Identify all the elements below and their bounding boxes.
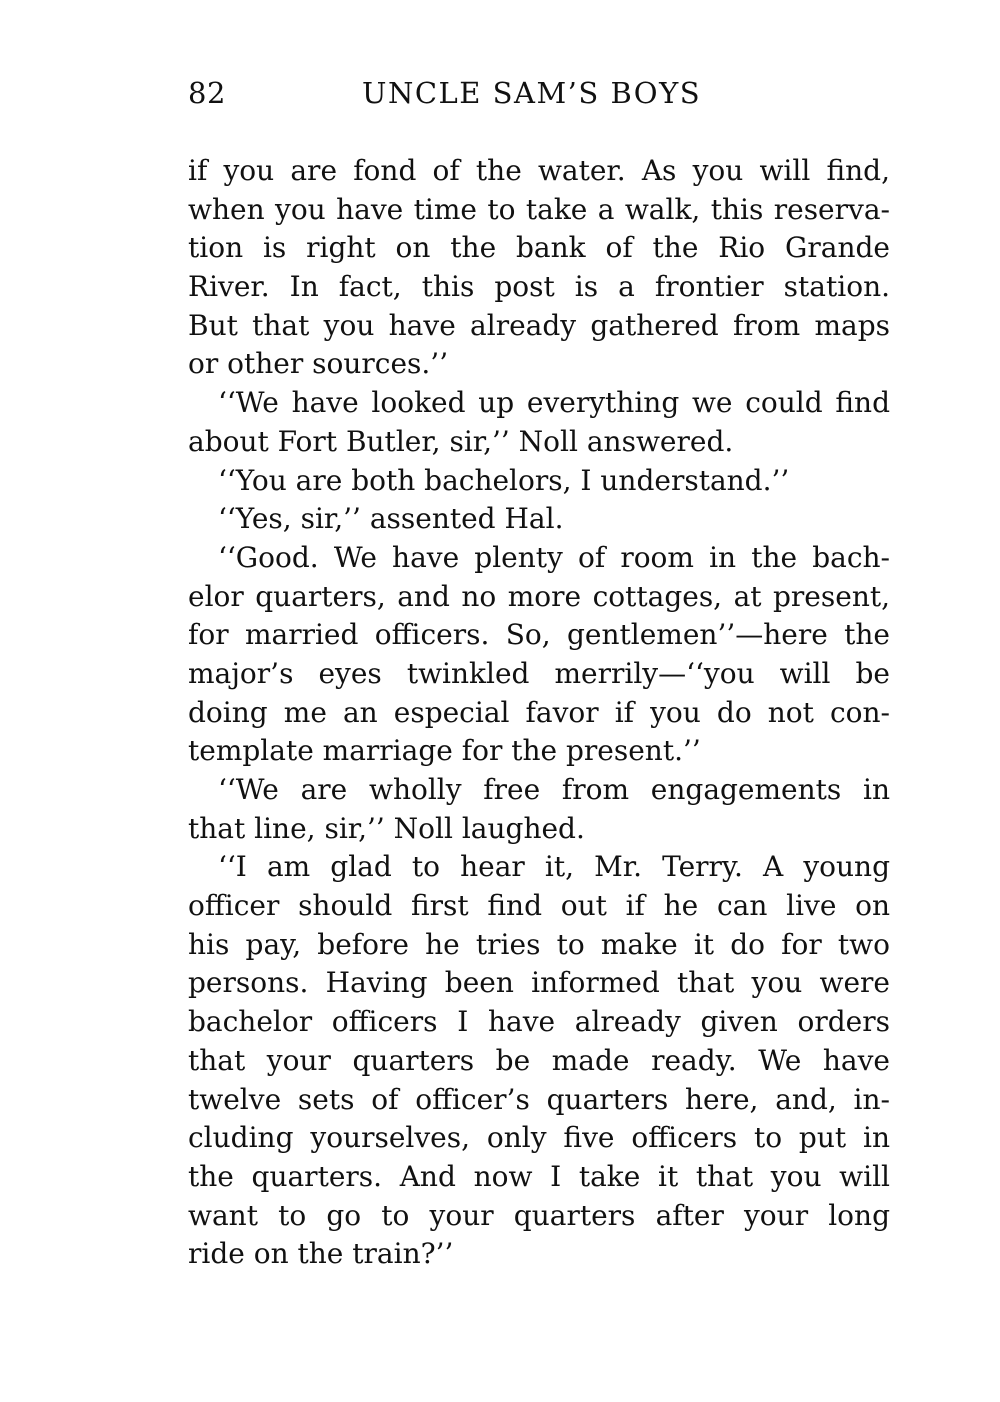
- text-line: that line, sir,’’ Noll laughed.: [188, 811, 585, 845]
- paragraph: [188, 539, 890, 771]
- text-line: ‘‘We have looked up everything we could find: [218, 386, 890, 420]
- text-line: bachelor officers I have already given orders: [188, 1005, 890, 1039]
- running-title: UNCLE SAM’S BOYS: [362, 76, 702, 110]
- text-line: twelve sets of officer’s quarters here, and, in-: [188, 1082, 890, 1116]
- text-line: ‘‘Yes, sir,’’ assented Hal.: [218, 502, 564, 536]
- text-line: ride on the train?’’: [188, 1237, 454, 1271]
- paragraph: [188, 384, 890, 461]
- text-line: that your quarters be made ready. We have: [188, 1043, 890, 1077]
- text-line: ‘‘I am glad to hear it, Mr. Terry. A young: [218, 850, 890, 884]
- text-line: ‘‘You are both bachelors, I understand.’’: [218, 463, 790, 497]
- text-line: want to go to your quarters after your long: [188, 1198, 890, 1232]
- page-number: 82: [188, 76, 226, 110]
- text-line: major’s eyes twinkled merrily—‘‘you will be: [188, 656, 890, 690]
- paragraph: [188, 462, 890, 501]
- text-line: cluding yourselves, only five officers to put in: [188, 1121, 890, 1155]
- text-line: if you are fond of the water. As you will find,: [188, 154, 890, 187]
- paragraph: [188, 848, 890, 1274]
- text-line: River. In fact, this post is a frontier station.: [188, 270, 890, 304]
- text-line: ‘‘We are wholly free from engagements in: [218, 773, 890, 806]
- text-line: his pay, before he tries to make it do for two: [188, 927, 890, 961]
- text-line: ‘‘Good. We have plenty of room in the bach-: [218, 540, 890, 574]
- body-text: [188, 152, 890, 1274]
- paragraph: [188, 500, 890, 539]
- text-line: the quarters. And now I take it that you will: [188, 1159, 890, 1193]
- text-line: template marriage for the present.’’: [188, 734, 701, 768]
- text-line: elor quarters, and no more cottages, at present,: [188, 579, 890, 613]
- text-line: or other sources.’’: [188, 347, 449, 381]
- paragraph: [188, 771, 890, 848]
- text-line: for married officers. So, gentlemen’’—here the: [188, 618, 890, 652]
- text-line: But that you have already gathered from maps: [188, 308, 890, 342]
- text-line: when you have time to take a walk, this reserva-: [188, 192, 890, 226]
- text-line: doing me an especial favor if you do not con-: [188, 695, 890, 729]
- paragraph: [188, 152, 890, 384]
- text-line: persons. Having been informed that you were: [188, 966, 890, 1000]
- text-line: tion is right on the bank of the Rio Grande: [188, 231, 890, 265]
- running-head: [188, 70, 888, 116]
- text-line: officer should first find out if he can live on: [188, 889, 890, 923]
- text-line: about Fort Butler, sir,’’ Noll answered.: [188, 424, 734, 458]
